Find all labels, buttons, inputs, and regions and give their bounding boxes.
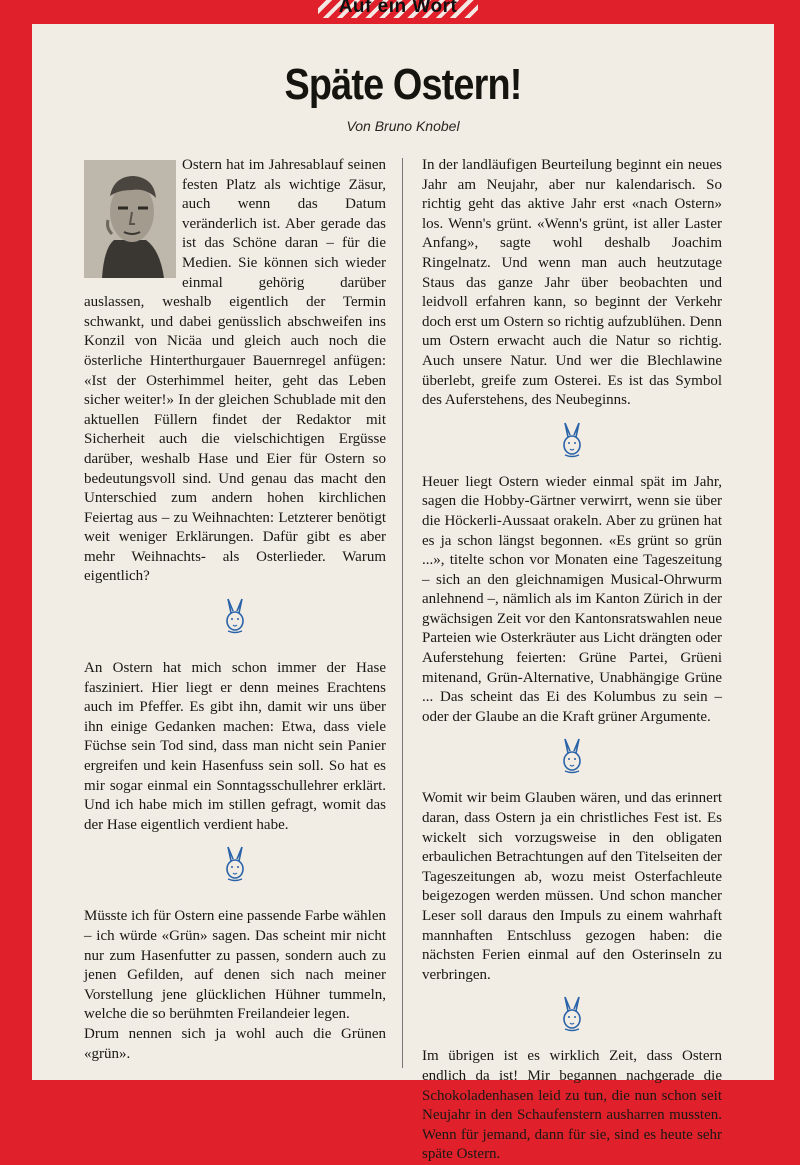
column-divider (402, 158, 403, 1068)
paragraph: Im übrigen ist es wirklich Zeit, dass Ostern endlich da ist! Mir begannen nachgerade die Schokoladenhasen leid zu tun, die nun schon seit Neujahr in den Schaufenstern ausharren mussten. Wenn für jemand, dann für sie, sind es heute sehr späte Ostern. (422, 1048, 722, 1163)
paragraph: Womit wir beim Glauben wären, und das erinnert daran, dass Ostern ja ein christliches Fest ist. Es wickelt sich vorzugsweise in den obligaten erbaulichen Betrachtungen auf den Titelseiten der Tageszeitungen ab, wozu meist Osterfachleute beigezogen werden müssen. Und schon mancher Leser soll daraus den Impuls zu einem wahrhaft mannhaften Entschluss gezogen haben: die nächsten Ferien einmal auf den Osterinseln zu verbringen. (422, 790, 722, 983)
bunny-icon (222, 845, 248, 883)
paragraph: In der landläufigen Beurteilung beginnt ein neues Jahr am Neujahr, aber nur kalendarisch. So richtig geht das aktive Jahr erst «nach Ostern» los. Wenn's grünt. «Wenn's grünt, ist aller Laster Anfang», sagte wohl deshalb Joachim Ringelnatz. Und wenn man auch heutzutage Staus das ganze Jahr über beobachten und leidvoll erfahren kann, so beginnt der Verkehr doch erst um Ostern so richtig aufzublühen. Denn um Ostern erwacht auch die Natur so richtig. Auch unsere Natur. Und wer die Blechlawine überlebt, greife zum Osterei. Es ist das Symbol des Auferstehens, des Neubeginns. (422, 157, 722, 409)
section-label: Auf ein Wort (338, 0, 458, 17)
article-title: Späte Ostern! (284, 60, 522, 109)
right-column (422, 156, 722, 1165)
bunny-icon (559, 421, 585, 459)
left-column (84, 156, 386, 1064)
paragraph: Heuer liegt Ostern wieder einmal spät im Jahr, sagen die Hobby-Gärtner verwirrt, wenn sie über die Höckerli-Aussaat orakeln. Aber zu grünen hat es ja schon längst begonnen. «Es grünt so grün ...», titelte schon vor Monaten eine Tageszeitung – sich an den gleichnamigen Musical-Ohrwurm anlehnend –, nämlich als im Kanton Zürich in der gwächsigen Zeit vor den Kantonsratswahlen neue Parteien wie Osterkräuter aus Licht drängten oder Auferstehung feierten: Grüne Partei, Grüeni mitenand, Grün-Alternative, Unabhängige Grüne ... Das scheint das Ei des Kolumbus zu sein – oder der Glaube an die Kraft grüner Argumente. (422, 473, 722, 725)
bunny-icon (559, 995, 585, 1033)
paragraph: Drum nennen sich ja wohl auch die Grünen «grün». (84, 1025, 386, 1062)
article-page (32, 24, 774, 1163)
article-byline: Von Bruno Knobel (346, 118, 460, 134)
section-header-tab (318, 0, 478, 18)
paragraph: Müsste ich für Ostern eine passende Farbe wählen – ich würde «Grün» sagen. Das scheint mir nicht nur zum Hasenfutter zu passen, sondern auch zu jenen Gefilden, auf denen sich nach meiner Vorstellung jene glücklichen Hühner tummeln, welche die so berühmten Freilandeier legen. (84, 908, 386, 1023)
paragraph: Ostern hat im Jahresablauf seinen festen Platz als wichtige Zäsur, auch wenn das Datum veränderlich ist. Aber gerade das ist das Schöne daran – für die Medien. Sie können sich wieder einmal gehörig darüber auslassen, weshalb eigentlich der Termin schwankt, und dabei genüsslich abschweifen ins Konzil von Nicäa und gleich auch noch die österliche Hinterthurgauer Bauernregel anfügen: «Ist der Osterhimmel heiter, geht das Leben sicher weiter!» In der gleichen Schublade mit den aktuellen Füllern findet der Redaktor mit Sicherheit auch die vielschichtigen Ergüsse darüber, weshalb Hase und Eier für Ostern so bedeutungsvoll sind. Und genau das macht den Unterschied zum andern hohen kirchlichen Feiertag aus – zu Weihnachten: Letzterer benötigt weit weniger Erklärungen. Dafür gibt es aber mehr Weihnachts- als Osterlieder. Warum eigentlich? (84, 157, 386, 585)
author-portrait (84, 160, 176, 278)
paragraph: An Ostern hat mich schon immer der Hase fasziniert. Hier liegt er denn meines Erachtens auch im Pfeffer. Es gibt ihn, damit wir uns über ihn einige Gedanken machen: Etwa, dass viele Füchse sein Tod sind, dass man nicht sein Panier ergreifen und kein Hasenfuss sein soll. So hat es mir sogar einmal ein Sonntagsschullehrer erklärt. Und ich habe mich im stillen gefragt, womit das der Hase eigentlich verdient habe. (84, 660, 386, 833)
bunny-icon (222, 597, 248, 635)
bunny-icon (559, 737, 585, 775)
